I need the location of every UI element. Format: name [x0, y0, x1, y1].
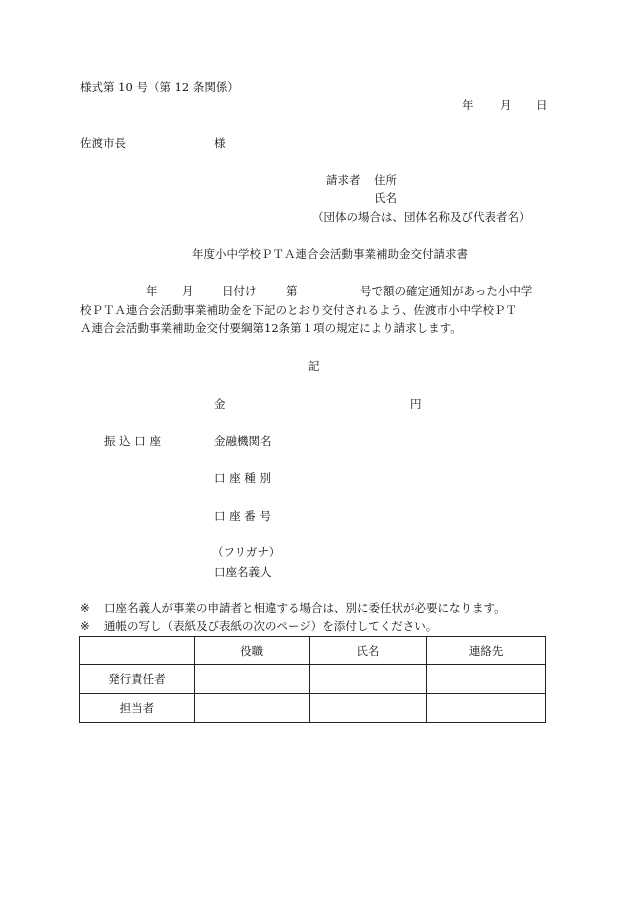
amount-label: 金 — [214, 397, 226, 411]
body-line3: Ａ連合会活動事業補助金交付要綱第12条第１項の規定により請求します。 — [80, 321, 462, 335]
transfer-holder-label: 口座名義人 — [214, 565, 272, 579]
row-label-person-in-charge: 担当者 — [80, 694, 195, 723]
person-contact-cell[interactable] — [427, 694, 546, 723]
date-year: 年 — [462, 98, 474, 112]
body-dai: 第 — [286, 284, 298, 298]
transfer-heading: 振 込 口 座 — [104, 434, 161, 448]
issuer-name-cell[interactable] — [309, 665, 427, 694]
claimant-label: 請求者 — [326, 173, 361, 187]
responsible-persons-table — [79, 636, 546, 723]
transfer-furigana-label: （フリガナ） — [212, 545, 281, 559]
document-title: 年度小中学校ＰＴＡ連合会活動事業補助金交付請求書 — [192, 247, 468, 261]
amount-unit: 円 — [410, 397, 422, 411]
table-header-name: 氏名 — [309, 637, 427, 665]
table-header-contact: 連絡先 — [427, 637, 546, 665]
table-header-blank — [80, 637, 195, 665]
row-label-issuer: 発行責任者 — [80, 665, 195, 694]
table-header-position: 役職 — [194, 637, 309, 665]
table-header-row — [80, 637, 546, 665]
note-1-mark: ※ — [80, 601, 90, 615]
form-number: 様式第 10 号（第 12 条関係） — [80, 80, 239, 94]
body-dated: 日付け — [222, 284, 257, 298]
body-line2: 校ＰＴＡ連合会活動事業補助金を下記のとおり交付されるよう、佐渡市小中学校ＰＴ — [80, 303, 517, 317]
note-1-text: 口座名義人が事業の申請者と相違する場合は、別に委任状が必要になります。 — [104, 601, 506, 615]
addressee-honorific: 様 — [214, 136, 226, 150]
claimant-address-label: 住所 — [374, 173, 397, 187]
ki-heading: 記 — [308, 359, 320, 373]
transfer-bank-label: 金融機関名 — [214, 434, 272, 448]
claimant-name-label: 氏名 — [374, 191, 397, 205]
date-day: 日 — [536, 98, 548, 112]
table-row — [80, 694, 546, 723]
note-2-text: 通帳の写し（表紙及び表紙の次のページ）を添付してください。 — [104, 619, 438, 633]
addressee: 佐渡市長 — [80, 136, 126, 150]
person-name-cell[interactable] — [309, 694, 427, 723]
issuer-position-cell[interactable] — [194, 665, 309, 694]
body-year: 年 — [146, 284, 158, 298]
date-month: 月 — [500, 98, 512, 112]
transfer-type-label: 口 座 種 別 — [214, 471, 271, 485]
body-line1-rest: 号で額の確定通知があった小中学 — [360, 284, 533, 298]
note-2-mark: ※ — [80, 619, 90, 633]
body-month: 月 — [182, 284, 194, 298]
claimant-note: （団体の場合は、団体名称及び代表者名） — [312, 210, 531, 224]
table-row — [80, 665, 546, 694]
transfer-number-label: 口 座 番 号 — [214, 509, 271, 523]
issuer-contact-cell[interactable] — [427, 665, 546, 694]
person-position-cell[interactable] — [194, 694, 309, 723]
